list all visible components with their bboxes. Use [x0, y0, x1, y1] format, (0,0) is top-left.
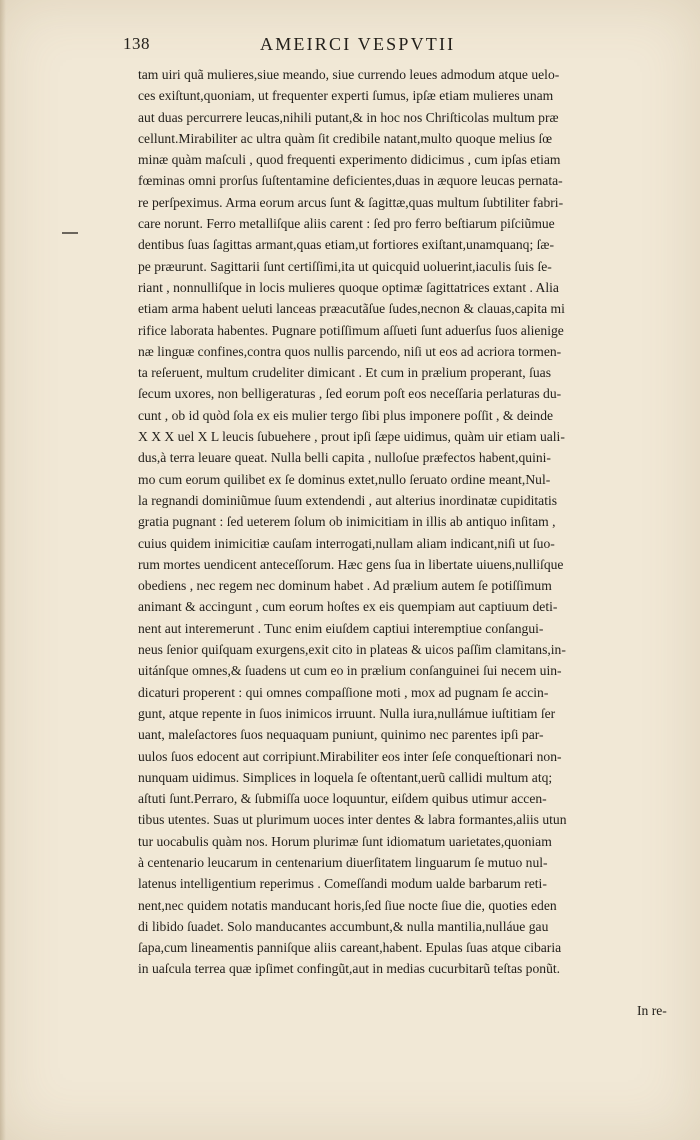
- text-line: aſtuti ſunt.Perraro, & ſubmiſſa uoce loquuntur, eiſdem quibus utimur accen-: [138, 791, 547, 807]
- text-line: rifice laborata habentes. Pugnare potiſſimum aſſueti ſunt aduerſus ſuos alienige: [138, 322, 564, 338]
- text-line: fœminas omni prorſus ſuſtentamine deficientes,duas in æquore leucas pernata-: [138, 173, 563, 189]
- running-head: AMEIRCI VESPVTII: [260, 34, 456, 54]
- text-line: re perſpeximus. Arma eorum arcus ſunt & ſagittæ,quas multum ſubtiliter fabri-: [138, 194, 564, 210]
- text-line: di libido ſuadet. Solo manducantes accumbunt,& nulla mantilia,nulláue gau: [138, 918, 549, 934]
- text-line: dicaturi properent : qui omnes compaſſione moti , mox ad pugnam ſe accin-: [138, 684, 549, 700]
- text-line: tam uiri quã mulieres,siue meando, siue currendo leues admodum atque uelo-: [138, 67, 560, 82]
- page-edge-shadow: [0, 0, 6, 1140]
- text-line: nunquam uidimus. Simplices in loquela ſe oſtentant,uerũ callidi multum atq;: [138, 769, 553, 785]
- text-line: riant , nonnulliſque in locis mulieres quoque optimæ ſagittatrices extant . Alia: [138, 279, 559, 295]
- text-line: nent aut interemerunt . Tunc enim eiuſdem captiui interemptiue conſangui-: [138, 620, 544, 636]
- text-line: uant, maleſactores ſuos nequaquam puniunt, quinimo nec parentes ipſi par-: [138, 727, 544, 743]
- text-line: cuius quidem inimicitiæ cauſam interrogati,nullam aliam indicant,niſi ut ſuo-: [138, 535, 555, 551]
- text-line: næ linguæ confines,contra quos nullis parcendo, niſi ut eos ad acriora tormen-: [138, 343, 562, 359]
- text-line: dus,à terra leuare queat. Nulla belli capita , nulloſue præfectos habent,quini-: [138, 450, 551, 466]
- text-line: ſecum uxores, non belligeraturas , ſed eorum poſt eos neceſſaria perlaturas du-: [138, 386, 562, 402]
- text-line: care norunt. Ferro metalliſque aliis carent : ſed pro ferro beſtiarum piſciũmue: [138, 216, 555, 232]
- text-line: ces exiſtunt,quoniam, ut frequenter experti ſumus, ipſæ etiam mulieres unam: [138, 88, 554, 104]
- catchword: In re-: [637, 1003, 667, 1018]
- page-header: [0, 34, 700, 58]
- page-number: 138: [123, 34, 150, 53]
- text-line: neus ſenior quiſquam exurgens,exit cito in plateas & uicos paſſim clamitans,in-: [138, 642, 566, 658]
- text-line: rum mortes uendicent anteceſſorum. Hæc gens ſua in libertate uiuens,nulliſque: [138, 556, 564, 572]
- margin-mark: [62, 232, 78, 234]
- text-line: uulos ſuos edocent aut corripiunt.Mirabiliter eos inter ſeſe conqueſtionari non-: [138, 748, 562, 764]
- text-line: dentibus ſuas ſagittas armant,quas etiam,ut fortiores exiſtant,unamquanq; ſæ-: [138, 237, 555, 253]
- text-line: nent,nec quidem notatis manducant horis,ſed ſiue nocte ſiue die, quoties eden: [138, 897, 557, 913]
- text-line: la regnandi dominiũmue ſuum extendendi , aut alterius inordinatæ cupiditatis: [138, 492, 558, 508]
- body-text: [138, 64, 678, 980]
- text-line: latenus intelligentium reperimus . Comeſſandi modum ualde barbarum reti-: [138, 876, 547, 892]
- text-line: etiam arma habent ueluti lanceas præacutãſue ſudes,necnon & clauas,capita mi: [138, 301, 565, 317]
- text-line: gratia pugnant : ſed ueterem ſolum ob inimicitiam in illis ab antiquo inſitam ,: [138, 514, 556, 530]
- text-line: in uaſcula terrea quæ ipſimet confingũt,aut in medias cucurbitarũ teſtas ponũt.: [138, 961, 561, 977]
- text-line: mo cum eorum quilibet ex ſe dominus extet,nullo ſeruato ordine meant,Nul-: [138, 471, 551, 487]
- text-line: obediens , nec regem nec dominum habet . Ad prælium autem ſe potiſſimum: [138, 578, 552, 594]
- text-line: X X X uel X L leucis ſubuehere , prout ipſi ſæpe uidimus, quàm uir etiam uali-: [138, 429, 565, 445]
- text-line: tur uocabulis quàm nos. Horum plurimæ ſunt idiomatum uarietates,quoniam: [138, 833, 552, 849]
- text-line: cellunt.Mirabiliter ac ultra quàm ſit credibile natant,multo quoque melius ſœ: [138, 130, 553, 146]
- text-line: aut duas percurrere leucas,nihili putant,& in hoc nos Chriſticolas multum præ: [138, 109, 559, 125]
- text-line: uitánſque omnes,& ſuadens ut cum eo in prælium conſanguinei ſui necem uin-: [138, 663, 562, 679]
- text-line: à centenario leucarum in centenarium diuerſitatem linguarum ſe mutuo nul-: [138, 854, 548, 870]
- text-line: animant & accingunt , cum eorum hoſtes ex eis quempiam aut captiuum deti-: [138, 599, 558, 615]
- text-line: ta reſeruent, multum crudeliter dimicant . Et cum in prælium properant, ſuas: [138, 365, 551, 381]
- text-line: pe præurunt. Sagittarii ſunt certiſſimi,ita ut quicquid uoluerint,iaculis ſuis ſe-: [138, 258, 552, 274]
- text-line: gunt, atque repente in ſuos inimicos irruunt. Nulla iura,nullámue iuſtitiam ſer: [138, 705, 556, 721]
- text-line: ſapa,cum lineamentis panniſque aliis careant,habent. Epulas ſuas atque cibaria: [138, 940, 562, 956]
- text-line: minæ quàm maſculi , quod frequenti experimento didicimus , cum ipſas etiam: [138, 152, 561, 168]
- text-line: cunt , ob id quòd ſola ex eis mulier tergo ſibi plus imponere poſſit , & deinde: [138, 407, 554, 423]
- text-line: tibus utentes. Suas ut plurimum uoces inter dentes & labra formantes,aliis utun: [138, 812, 567, 828]
